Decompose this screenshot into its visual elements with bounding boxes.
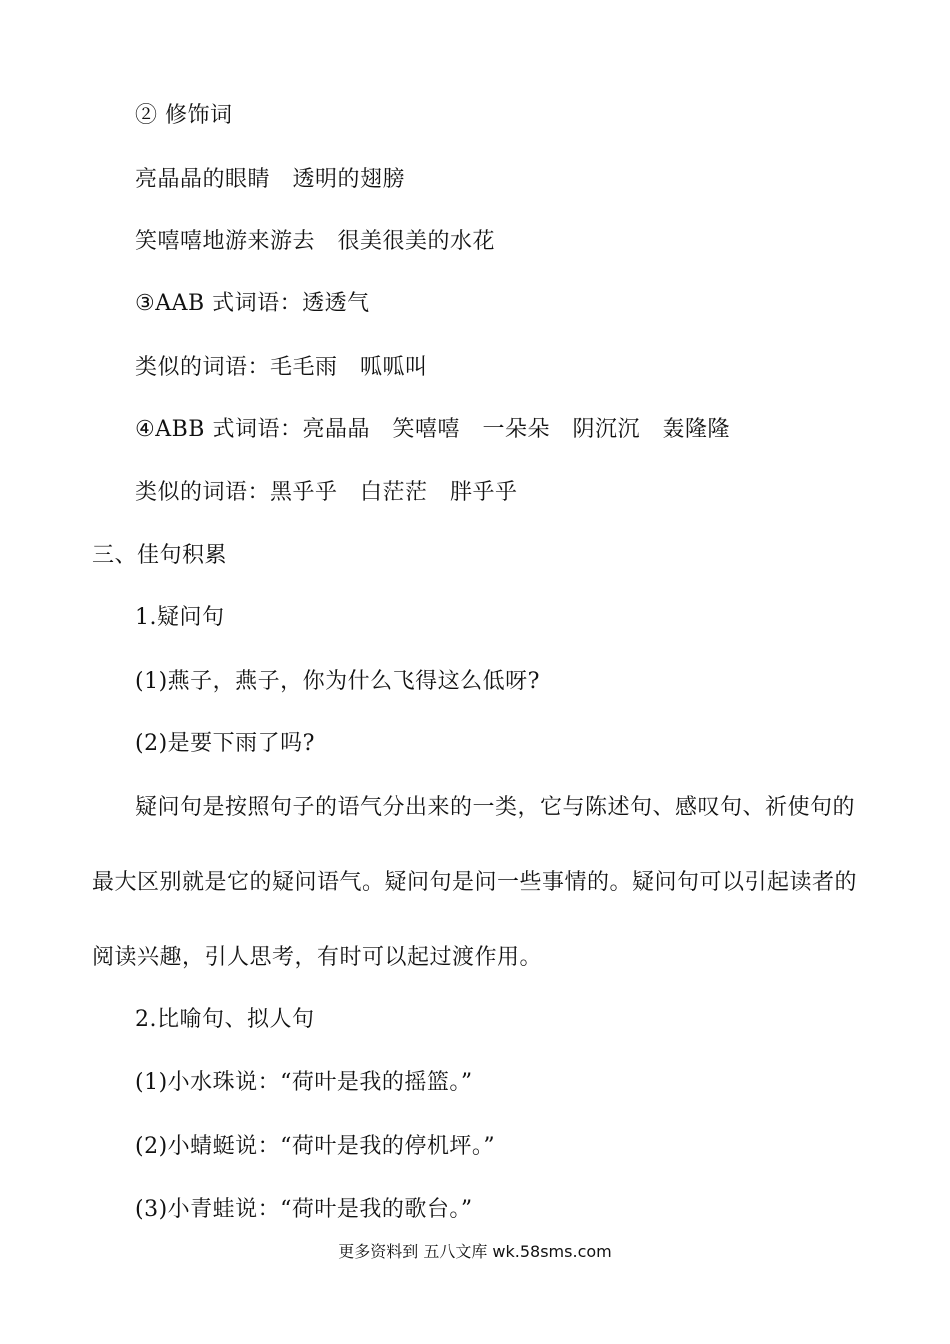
subsection-heading: 2.比喻句、拟人句 bbox=[135, 1007, 315, 1032]
section-heading: 三、佳句积累 bbox=[92, 543, 228, 568]
paragraph-line: 最大区别就是它的疑问语气。疑问句是问一些事情的。疑问句可以引起读者的 bbox=[92, 870, 858, 895]
example-line: 类似的词语：黑乎乎 白茫茫 胖乎乎 bbox=[135, 480, 518, 505]
example-sentence: (2)小蜻蜓说：“荷叶是我的停机坪。” bbox=[135, 1134, 496, 1159]
list-item-abb-heading: ④ABB 式词语：亮晶晶 笑嘻嘻 一朵朵 阴沉沉 轰隆隆 bbox=[135, 417, 730, 442]
example-line: 亮晶晶的眼睛 透明的翅膀 bbox=[135, 167, 406, 192]
footer-link[interactable]: 更多资料到 五八文库 wk.58sms.com bbox=[338, 1242, 612, 1261]
paragraph-line: 阅读兴趣，引人思考，有时可以起过渡作用。 bbox=[92, 945, 543, 970]
example-sentence: (1)小水珠说：“荷叶是我的摇篮。” bbox=[135, 1070, 473, 1095]
subsection-heading: 1.疑问句 bbox=[135, 605, 225, 630]
list-item-aab-heading: ③AAB 式词语：透透气 bbox=[135, 291, 370, 316]
example-sentence: (2)是要下雨了吗? bbox=[135, 731, 315, 756]
example-line: 类似的词语：毛毛雨 呱呱叫 bbox=[135, 355, 428, 380]
paragraph-line: 疑问句是按照句子的语气分出来的一类，它与陈述句、感叹句、祈使句的 bbox=[135, 795, 856, 820]
example-line: 笑嘻嘻地游来游去 很美很美的水花 bbox=[135, 229, 496, 254]
example-sentence: (3)小青蛙说：“荷叶是我的歌台。” bbox=[135, 1197, 473, 1222]
list-item-modifier-heading: ② 修饰词 bbox=[135, 103, 233, 128]
example-sentence: (1)燕子，燕子，你为什么飞得这么低呀? bbox=[135, 669, 540, 694]
